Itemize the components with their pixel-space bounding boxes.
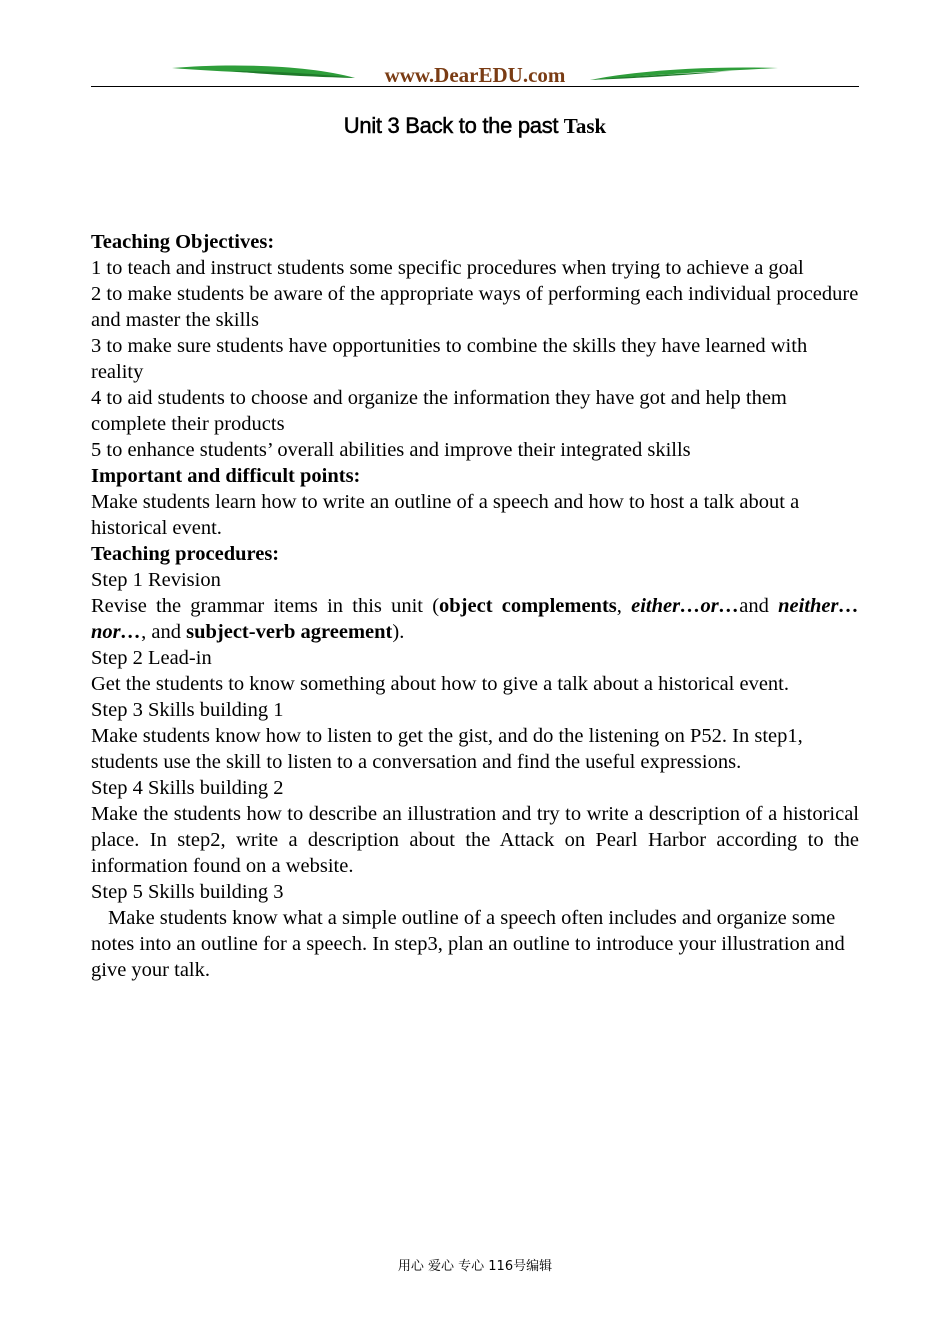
logo-text: www.DearEDU.com [384, 63, 566, 87]
step1-text-part: Revise the grammar items in this unit ( [91, 595, 440, 617]
step5-text: Make students know what a simple outline of a speech often includes and organize some notes into an outline for a speech. In step3, plan an outline to introduce your illustration and give your talk. [91, 907, 845, 981]
step1-text-part: , [616, 595, 632, 617]
step1-title: Step 1 Revision [91, 569, 221, 591]
step2-text: Get the students to know something about how to give a talk about a historical event. [91, 673, 790, 695]
dearedu-logo [170, 62, 780, 88]
step4-title: Step 4 Skills building 2 [91, 777, 284, 799]
title-main: Unit 3 Back to the past [343, 113, 559, 138]
step3-text: Make students know how to listen to get the gist, and do the listening on P52. In step1, students use the skill to listen to a conversation and find the useful expressions. [91, 725, 803, 773]
procedures-heading: Teaching procedures: [91, 543, 280, 565]
objective-item: 4 to aid students to choose and organize the information they have got and help them complete their products [91, 387, 787, 435]
points-text: Make students learn how to write an outline of a speech and how to host a talk about a historical event. [91, 491, 800, 539]
objectives-heading: Teaching Objectives: [91, 231, 275, 253]
page-footer: 用心 爱心 专心 116号编辑 [397, 1259, 553, 1274]
objective-item: 3 to make sure students have opportunities to combine the skills they have learned with reality [91, 335, 808, 383]
grammar-either-or: either…or… [631, 595, 740, 617]
grammar-neither-nor: neither…nor… [91, 595, 859, 643]
step1-text-part: and [739, 595, 779, 617]
step2-title: Step 2 Lead-in [91, 647, 212, 669]
step1-text-part: ). [392, 621, 405, 643]
objective-item: 2 to make students be aware of the appropriate ways of performing each individual procedure and master the skills [91, 283, 859, 331]
points-heading: Important and difficult points: [91, 465, 361, 487]
header-rule [91, 86, 859, 87]
grammar-subject-verb-agreement: subject-verb agreement [186, 621, 393, 643]
objective-item: 1 to teach and instruct students some specific procedures when trying to achieve a goal [91, 257, 804, 279]
title-suffix: Task [563, 114, 607, 138]
document-title [0, 112, 950, 140]
step1-text [91, 593, 859, 645]
step1-text-part: , and [141, 621, 187, 643]
objective-item: 5 to enhance students’ overall abilities and improve their integrated skills [91, 439, 691, 461]
step4-text: Make the students how to describe an illustration and try to write a description of a historical place. In step2, write a description about the Attack on Pearl Harbor according to the information found on a website. [91, 803, 859, 877]
grammar-object-complements: object complements [439, 595, 617, 617]
document-body [91, 229, 859, 983]
step3-title: Step 3 Skills building 1 [91, 699, 284, 721]
step5-title: Step 5 Skills building 3 [91, 881, 284, 903]
